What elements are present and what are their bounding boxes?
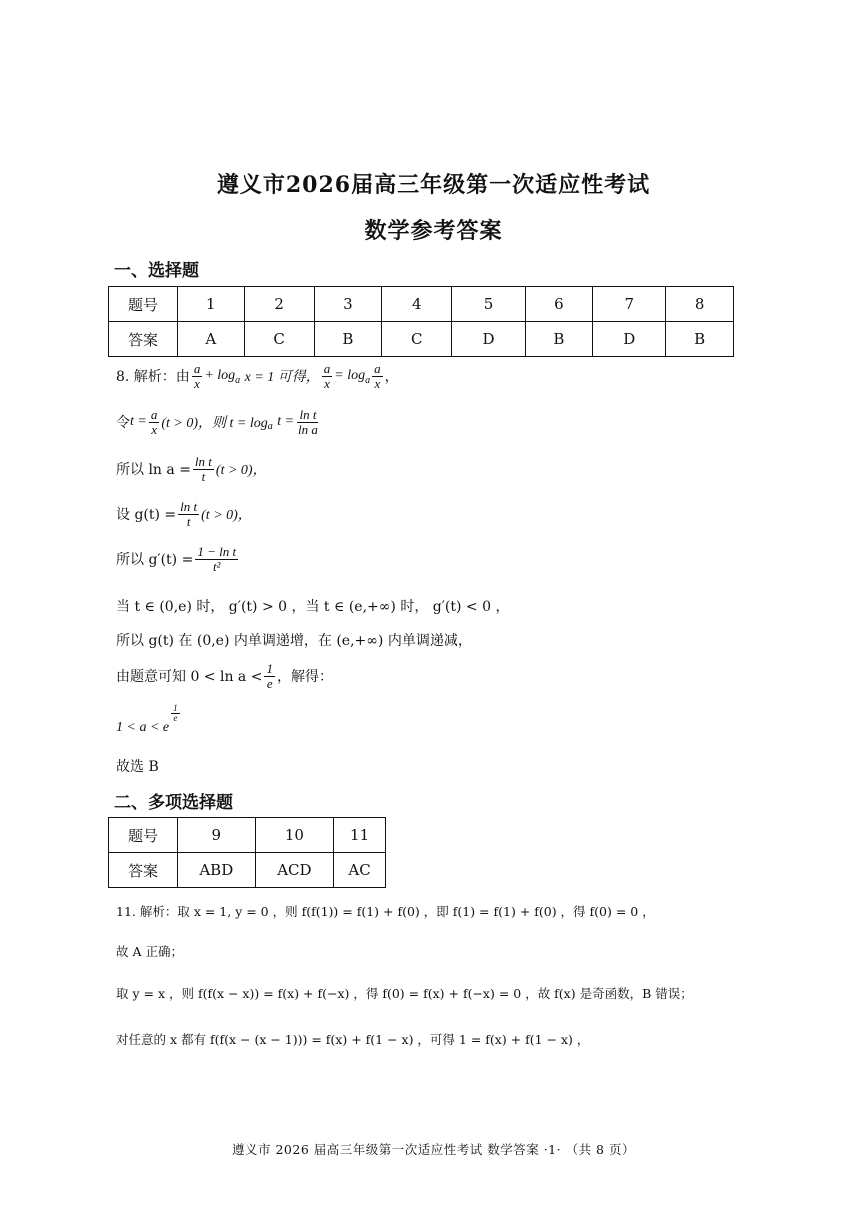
- numerator: 1: [173, 703, 178, 713]
- text: 设 g(t) =: [116, 507, 177, 524]
- table-row: [109, 322, 734, 357]
- table-cell: 4: [382, 287, 452, 322]
- q8-line-6: [116, 596, 509, 616]
- table-cell: AC: [334, 853, 386, 888]
- table-cell: 2: [244, 287, 314, 322]
- text: + log: [204, 368, 236, 384]
- denominator: x: [151, 421, 157, 437]
- table-cell: 6: [525, 287, 593, 322]
- table-cell: 5: [452, 287, 525, 322]
- denominator: x: [194, 375, 200, 391]
- denominator: t: [201, 468, 206, 484]
- table-cell: 9: [178, 818, 256, 853]
- table-cell: D: [593, 322, 666, 357]
- q8-line-10: [116, 756, 159, 776]
- text: 由题意可知 0 < ln a <: [116, 669, 263, 686]
- numerator: a: [323, 361, 331, 376]
- document-subtitle: 数学参考答案: [364, 218, 503, 244]
- text: (t > 0)，则 t = log: [161, 416, 268, 432]
- table-cell: 11: [334, 818, 386, 853]
- table-cell: C: [382, 322, 452, 357]
- text: 所以 g′(t) =: [116, 552, 194, 569]
- table-cell: B: [666, 322, 734, 357]
- text: (t > 0)，: [215, 463, 267, 479]
- denominator: ln a: [298, 421, 318, 437]
- numerator: a: [150, 407, 158, 422]
- table-cell: 3: [314, 287, 382, 322]
- text: (t > 0)，: [201, 508, 252, 524]
- table-cell: ACD: [255, 853, 334, 888]
- numerator: ln t: [194, 454, 212, 469]
- table-cell: 7: [593, 287, 666, 322]
- denominator: e: [173, 713, 178, 724]
- table-cell: 8: [666, 287, 734, 322]
- text: 8. 解析：由: [116, 369, 190, 386]
- denominator: x: [374, 375, 381, 391]
- numerator: ln t: [180, 499, 198, 514]
- table-row: [109, 287, 734, 322]
- exponent-fraction: [171, 704, 180, 724]
- text: 当 t ∈ (0,e) 时， g′(t) > 0 ，当 t ∈ (e,+∞) 时， g′(t) < 0 ，: [116, 599, 510, 615]
- table-cell: C: [244, 322, 314, 357]
- table-cell: A: [178, 322, 245, 357]
- denominator: e: [266, 675, 273, 691]
- section-heading-multiple-choice: 二、多项选择题: [114, 793, 233, 813]
- text: 故选 B: [116, 759, 159, 775]
- document-title: 遵义市2026届高三年级第一次适应性考试: [216, 172, 651, 198]
- text: 令: [116, 415, 130, 432]
- text: ，: [384, 369, 399, 386]
- subscript: a: [235, 374, 241, 386]
- table-cell: B: [314, 322, 382, 357]
- q8-line-4: [116, 500, 252, 528]
- q11-line-3: [116, 984, 693, 1002]
- q11-line-1: [116, 902, 655, 920]
- text: 所以 ln a =: [116, 462, 191, 479]
- q8-line-9: [116, 703, 182, 738]
- table-row: [109, 853, 386, 888]
- text: 11. 解析：取 x = 1, y = 0 ，则 f(f(1)) = f(1) + f(0) ，即 f(1) = f(1) + f(0) ，得 f(0) = 0 ，: [116, 904, 655, 919]
- subscript: a: [365, 374, 371, 386]
- text: 1 < a < e: [116, 719, 170, 735]
- fraction: [296, 408, 320, 436]
- table-cell: B: [525, 322, 593, 357]
- q8-line-5: [116, 545, 240, 573]
- page-footer: 遵义市 2026 届高三年级第一次适应性考试 数学答案 ·1· （共 8 页）: [232, 1142, 635, 1157]
- text: ，解得：: [276, 669, 333, 686]
- denominator: t: [186, 513, 191, 529]
- q8-line-8: [116, 662, 333, 690]
- table-cell: D: [452, 322, 525, 357]
- table-row: [109, 818, 386, 853]
- fraction: [264, 662, 275, 690]
- fraction: [195, 545, 238, 573]
- q8-line-2: [116, 408, 322, 436]
- table-header-cell: 答案: [109, 853, 178, 888]
- fraction: [322, 362, 333, 390]
- fraction: [372, 362, 383, 390]
- table-header-cell: 答案: [109, 322, 178, 357]
- numerator: a: [193, 361, 201, 376]
- numerator: ln t: [299, 407, 317, 422]
- q8-line-3: [116, 455, 267, 483]
- table-cell: 1: [178, 287, 245, 322]
- table-header-cell: 题号: [109, 287, 178, 322]
- q8-line-1: [116, 362, 399, 390]
- text: t =: [277, 414, 295, 430]
- text: 故 A 正确；: [116, 944, 183, 959]
- text: 对任意的 x 都有 f(f(x − (x − 1))) = f(x) + f(1 − x) ，可得 1 = f(x) + f(1 − x) ，: [116, 1032, 590, 1047]
- denominator: t²: [212, 558, 221, 574]
- text: x = 1 可得，: [244, 370, 320, 386]
- numerator: 1 − ln t: [197, 544, 237, 559]
- text: 所以 g(t) 在 (0,e) 内单调递增，在 (e,+∞) 内单调递减，: [116, 633, 472, 649]
- fraction: [193, 455, 214, 483]
- q11-line-4: [116, 1030, 589, 1048]
- fraction: [178, 500, 199, 528]
- fraction: [149, 408, 160, 436]
- text: t =: [130, 414, 147, 430]
- table-header-cell: 题号: [109, 818, 178, 853]
- numerator: 1: [266, 661, 273, 676]
- denominator: x: [324, 375, 330, 391]
- fraction: [192, 362, 203, 390]
- text: 取 y = x ，则 f(f(x − x)) = f(x) + f(−x) ，得 f(0) = f(x) + f(−x) = 0 ，故 f(x) 是奇函数，B 错误；: [116, 986, 693, 1001]
- table-cell: 10: [255, 818, 334, 853]
- numerator: a: [374, 361, 381, 376]
- q8-line-7: [116, 630, 472, 650]
- subscript: a: [267, 420, 273, 432]
- multiple-choice-answer-table: [108, 817, 386, 888]
- q11-line-2: [116, 942, 183, 960]
- section-heading-single-choice: 一、选择题: [114, 261, 199, 281]
- single-choice-answer-table: [108, 286, 734, 357]
- table-cell: ABD: [178, 853, 256, 888]
- text: = log: [334, 368, 366, 384]
